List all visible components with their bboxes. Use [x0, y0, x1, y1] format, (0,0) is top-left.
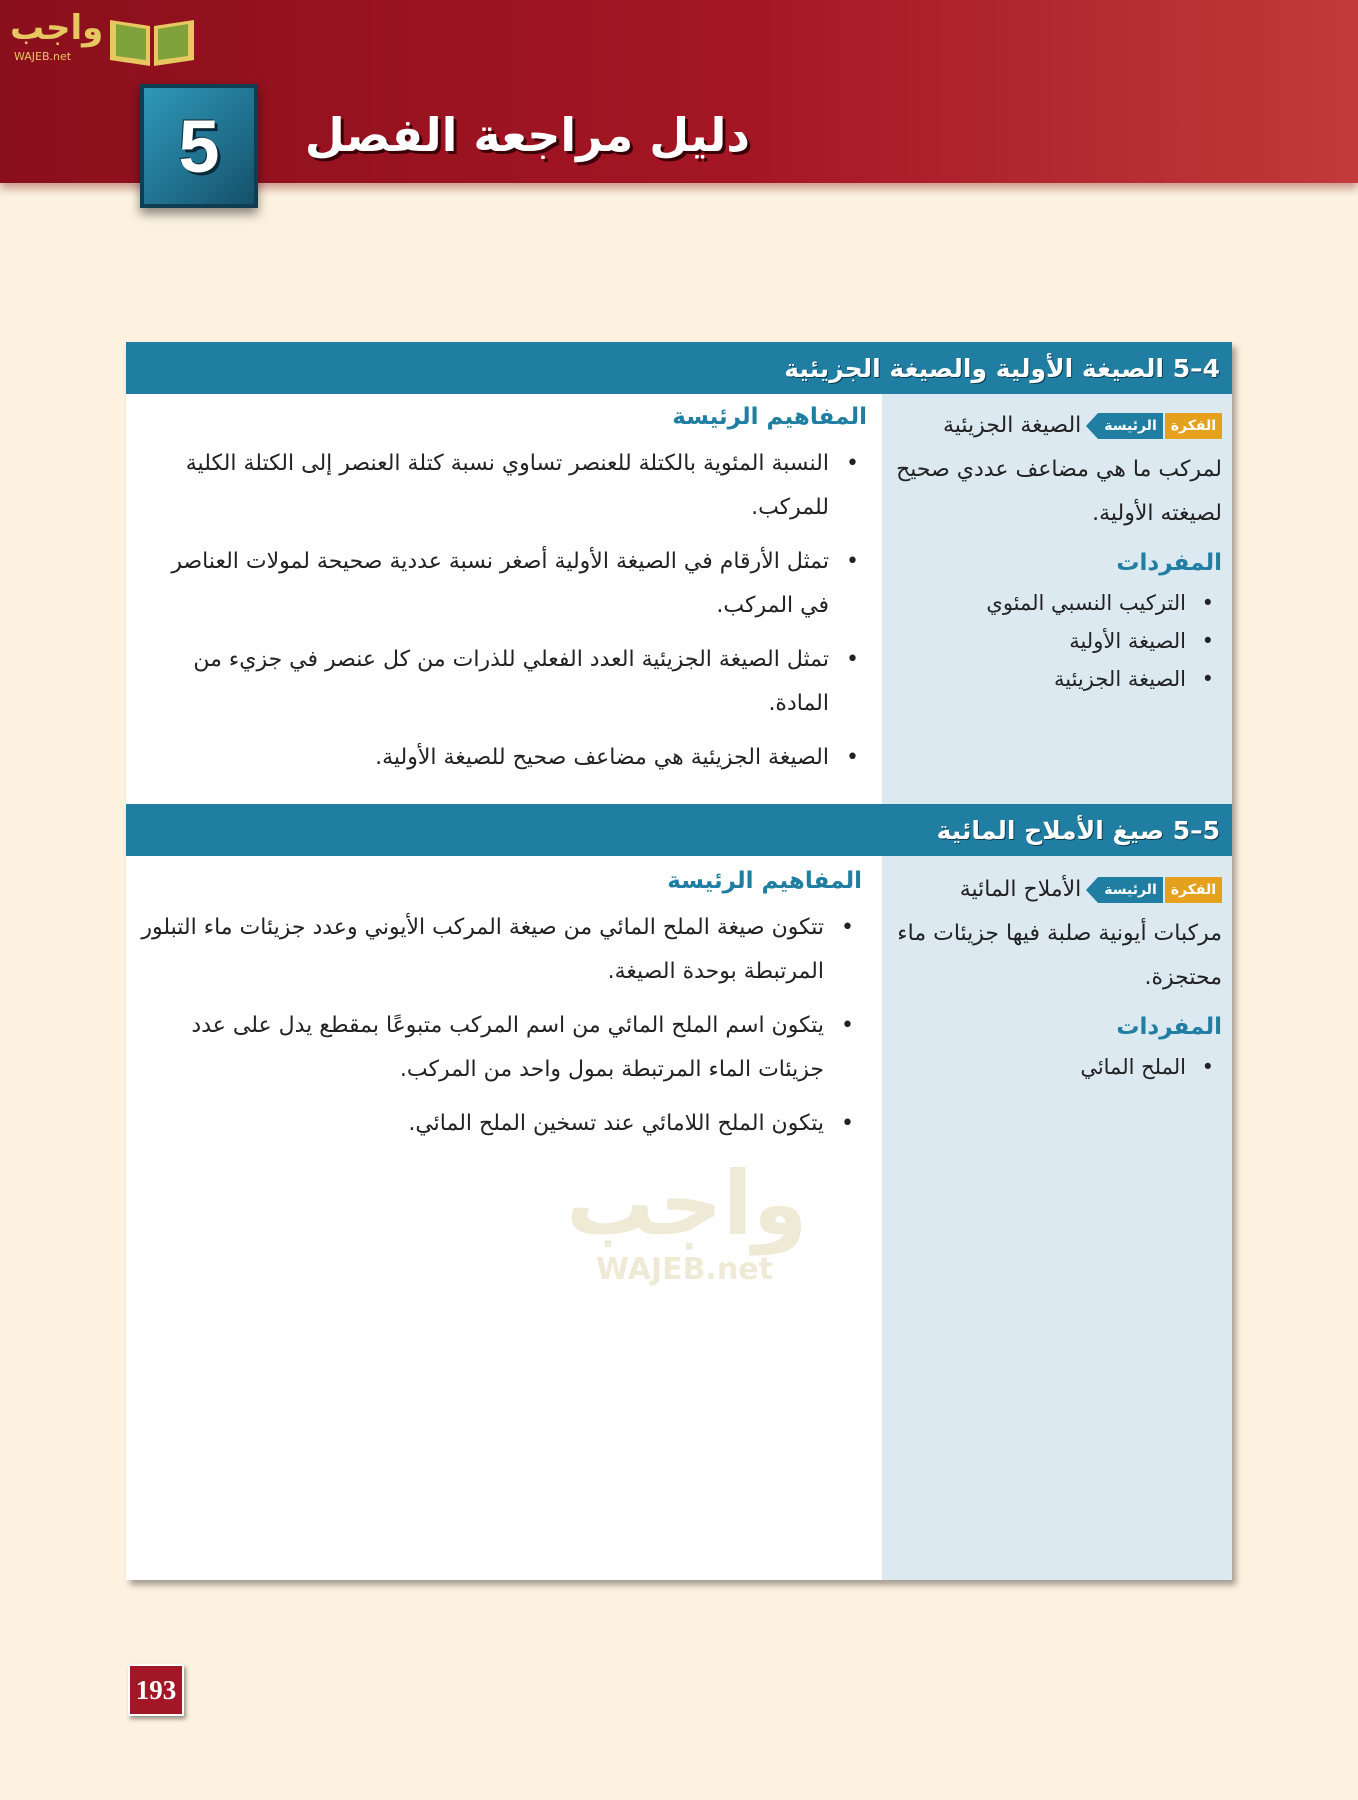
wajeb-logo[interactable]	[10, 6, 200, 68]
main-idea-text: الصيغة الجزيئية لمركب ما هي مضاعف عددي صحيح لصيغته الأولية.	[896, 413, 1222, 526]
vocab-list	[892, 584, 1222, 698]
watermark	[556, 1142, 1056, 1312]
concept-item: • تمثل الصيغة الجزيئية العدد الفعلي للذرات من كل عنصر في جزيء من المادة.	[137, 638, 867, 726]
page-title: دليل مراجعة الفصل	[304, 108, 750, 162]
main-idea	[892, 868, 1222, 1000]
vocab-heading: المفردات	[1116, 1014, 1222, 1040]
concept-item: • يتكون اسم الملح المائي من اسم المركب متبوعًا بمقطع يدل على عدد جزيئات الماء المرتبطة بمول واحد من المركب.	[137, 1004, 862, 1092]
chapter-number: 5	[178, 104, 220, 188]
vocab-item: • الملح المائي	[892, 1048, 1222, 1086]
vocab-heading: المفردات	[1116, 550, 1222, 576]
section-header-5-5	[126, 804, 1232, 856]
section1-concepts	[137, 404, 867, 790]
logo-sub: WAJEB.net	[14, 50, 72, 63]
concept-item: • تتكون صيغة الملح المائي من صيغة المركب الأيوني وعدد جزيئات ماء التبلور المرتبطة بوحدة الصيغة.	[137, 906, 862, 994]
logo-text: واجب	[10, 8, 104, 48]
watermark-text: واجب	[566, 1152, 808, 1255]
concept-item: • تمثل الأرقام في الصيغة الأولية أصغر نسبة عددية صحيحة لمولات العناصر في المركب.	[137, 540, 867, 628]
vocab-list	[892, 1048, 1222, 1086]
section-title: 4–5 الصيغة الأولية والصيغة الجزيئية	[784, 353, 1220, 383]
main-idea	[892, 404, 1222, 536]
concept-item: • الصيغة الجزيئية هي مضاعف صحيح للصيغة الأولية.	[137, 736, 867, 780]
open-book-icon	[106, 12, 198, 68]
vocab-item: • الصيغة الجزيئية	[892, 660, 1222, 698]
concepts-heading: المفاهيم الرئيسة	[667, 868, 862, 894]
concepts-heading: المفاهيم الرئيسة	[672, 404, 867, 430]
tag-main: الرئيسة	[1098, 413, 1162, 439]
page-number: 193	[128, 1664, 184, 1716]
vocab-item: • الصيغة الأولية	[892, 622, 1222, 660]
vocab-item: • التركيب النسبي المئوي	[892, 584, 1222, 622]
section2-concepts	[137, 868, 862, 1156]
watermark-sub: WAJEB.net	[596, 1252, 773, 1287]
main-idea-text: الأملاح المائية مركبات أيونية صلبة فيها جزيئات ماء محتجزة.	[897, 877, 1222, 990]
tag-main: الرئيسة	[1098, 877, 1162, 903]
section2-sidebar	[892, 868, 1222, 1086]
section-title: 5–5 صيغ الأملاح المائية	[936, 815, 1220, 845]
review-panel	[126, 342, 1232, 1580]
concepts-list	[137, 442, 867, 780]
chapter-number-badge	[140, 84, 258, 208]
section1-sidebar	[892, 404, 1222, 698]
concept-item: • النسبة المئوية بالكتلة للعنصر تساوي نسبة كتلة العنصر إلى الكتلة الكلية للمركب.	[137, 442, 867, 530]
tag-idea: الفكرة	[1165, 413, 1222, 439]
section-header-4-5	[126, 342, 1232, 394]
concepts-list	[137, 906, 862, 1146]
concept-item: • يتكون الملح اللامائي عند تسخين الملح المائي.	[137, 1102, 862, 1146]
tag-idea: الفكرة	[1165, 877, 1222, 903]
